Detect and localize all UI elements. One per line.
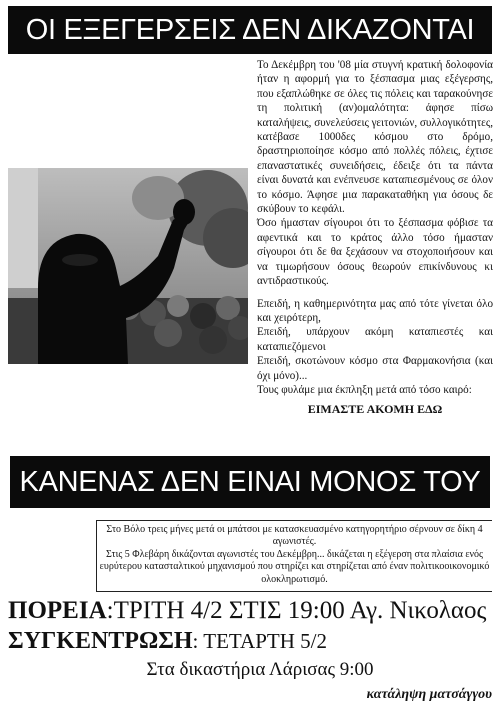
rally-event xyxy=(8,628,327,654)
trial-notice-box xyxy=(96,520,492,592)
story-text xyxy=(257,58,493,417)
court-location: Στα δικαστήρια Λάρισας 9:00 xyxy=(146,659,374,680)
notice-line: Στις 5 Φλεβάρη δικάζονται αγωνιστές του Δεκέμβρη... δικάζεται η εξέγερση στα πλαίσια ενός ευρύτερου κατασταλτικού μηχανισμού που στηρίζει και στηρίζεται από έναν πολιτικοοικονομικό ολοκληρωτισμό. xyxy=(99,548,490,585)
story-slogan: ΕΙΜΑΣΤΕ ΑΚΟΜΗ ΕΔΩ xyxy=(307,402,443,417)
march-details: :ΤΡΙΤΗ 4/2 ΣΤΙΣ 19:00 Αγ. Νικολαος xyxy=(106,597,487,624)
march-label: ΠΟΡΕΙΑ xyxy=(8,597,107,624)
rally-details: : ΤΕΤΑΡΤΗ 5/2 xyxy=(192,629,327,653)
story-paragraph: Όσο ήμασταν σίγουροι ότι το ξέσπασμα φόβισε τα αφεντικά και το κράτος άλλο τόσο ήμασταν σίγουροι ότι δε θα ξεχάσουν να στοχοποιήσουν και να τιμωρήσουν όσους θεωρούν επικίνδυνους κι αντιδραστικούς. xyxy=(257,217,493,288)
subheader-banner xyxy=(10,456,490,508)
header-banner xyxy=(8,6,492,54)
rally-label: ΣΥΓΚΕΝΤΡΩΣΗ xyxy=(8,628,193,654)
subheader-title: ΚΑΝΕΝΑΣ ΔΕΝ ΕΙΝΑΙ ΜΟΝΟΣ ΤΟΥ xyxy=(19,466,481,498)
signature: κατάληψη ματσάγγου xyxy=(366,687,492,702)
story-paragraph: Επειδή, σκοτώνουν κόσμο στα Φαρμακονήσια (και όχι μόνο)... xyxy=(257,355,493,382)
notice-line: Στο Βόλο τρεις μήνες μετά οι μπάτσοι με κατασκευασμένο κατηγορητήριο σέρνουν σε δίκη 4 αγωνιστές. xyxy=(106,524,483,548)
protest-photo xyxy=(8,168,248,364)
march-event xyxy=(8,596,486,626)
story-paragraph: Το Δεκέμβρη του '08 μία στυγνή κρατική δολοφονία ήταν η αφορμή για το ξέσπασμα μιας εξέγερσης, που εξαπλώθηκε σε όλες τις πόλεις και ταρακούνησε τη πολιτική (αν)ομαλότητα: άφησε πίσω καταλήψεις, συνελεύσεις γειτονιών, συλλογικότητες, κατέβασε 1000δες κόσμου στο δρόμο, δραστηριοποίησε κόσμο από πολλές πόλεις, έχτισε επαναστατικές συνειδήσεις, έδειξε ότι τα πάντα είναι δυνατά και ενέπνευσε καταπιεσμένους σε όλον το κόσμο. Άφησε μια παρακαταθήκη για όσους δε σκύβουν το κεφάλι. xyxy=(257,59,493,216)
story-paragraph: Επειδή, η καθημερινότητα μας από τότε γίνεται όλο και χειρότερη, xyxy=(257,297,493,324)
header-title: ΟΙ ΕΞΕΓΕΡΣΕΙΣ ΔΕΝ ΔΙΚΑΖΟΝΤΑΙ xyxy=(25,14,475,46)
story-paragraph: Τους φυλάμε μια έκπληξη μετά από τόσο καιρό: xyxy=(257,383,472,396)
story-paragraph: Επειδή, υπάρχουν ακόμη καταπιεστές και καταπιεζόμενοι xyxy=(257,326,493,353)
